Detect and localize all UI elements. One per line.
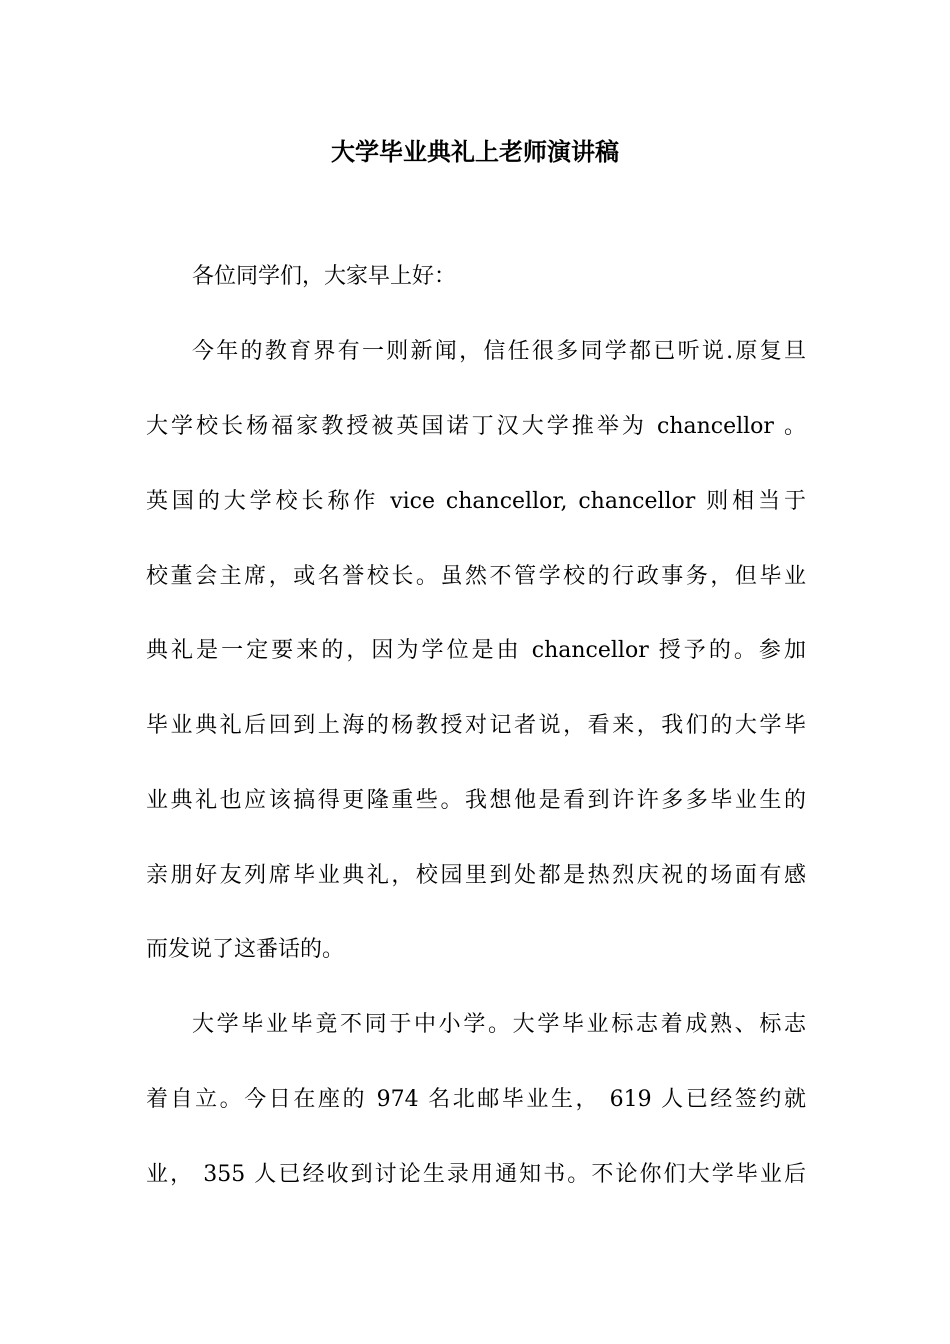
paragraph-1-line-3: 英国的大学校长称作 vice chancellor, chancellor 则相当于	[146, 489, 806, 514]
paragraph-2-line-2: 着自立。今日在座的 974 名北邮毕业生， 619 人已经签约就	[146, 1087, 806, 1112]
paragraph-1-line-6: 毕业典礼后回到上海的杨教授对记者说，看来，我们的大学毕	[146, 713, 806, 738]
paragraph-1-line-8: 亲朋好友列席毕业典礼，校园里到处都是热烈庆祝的场面有感	[146, 863, 806, 888]
paragraph-1-line-5: 典礼是一定要来的，因为学位是由 chancellor 授予的。参加	[146, 638, 806, 663]
greeting-line: 各位同学们，大家早上好：	[192, 264, 457, 289]
paragraph-1-line-2: 大学校长杨福家教授被英国诺丁汉大学推举为 chancellor 。	[146, 414, 806, 439]
paragraph-1-line-7: 业典礼也应该搞得更隆重些。我想他是看到许许多多毕业生的	[146, 788, 806, 813]
paragraph-1-line-1: 今年的教育界有一则新闻，信任很多同学都已听说.原复旦	[192, 339, 806, 364]
document-title: 大学毕业典礼上老师演讲稿	[331, 137, 619, 166]
paragraph-2-line-1: 大学毕业毕竟不同于中小学。大学毕业标志着成熟、标志	[192, 1012, 806, 1037]
paragraph-1-line-9: 而发说了这番话的。	[146, 937, 345, 962]
paragraph-2-line-3: 业， 355 人已经收到讨论生录用通知书。不论你们大学毕业后	[146, 1162, 806, 1187]
paragraph-1-line-4: 校董会主席，或名誉校长。虽然不管学校的行政事务，但毕业	[146, 564, 806, 589]
